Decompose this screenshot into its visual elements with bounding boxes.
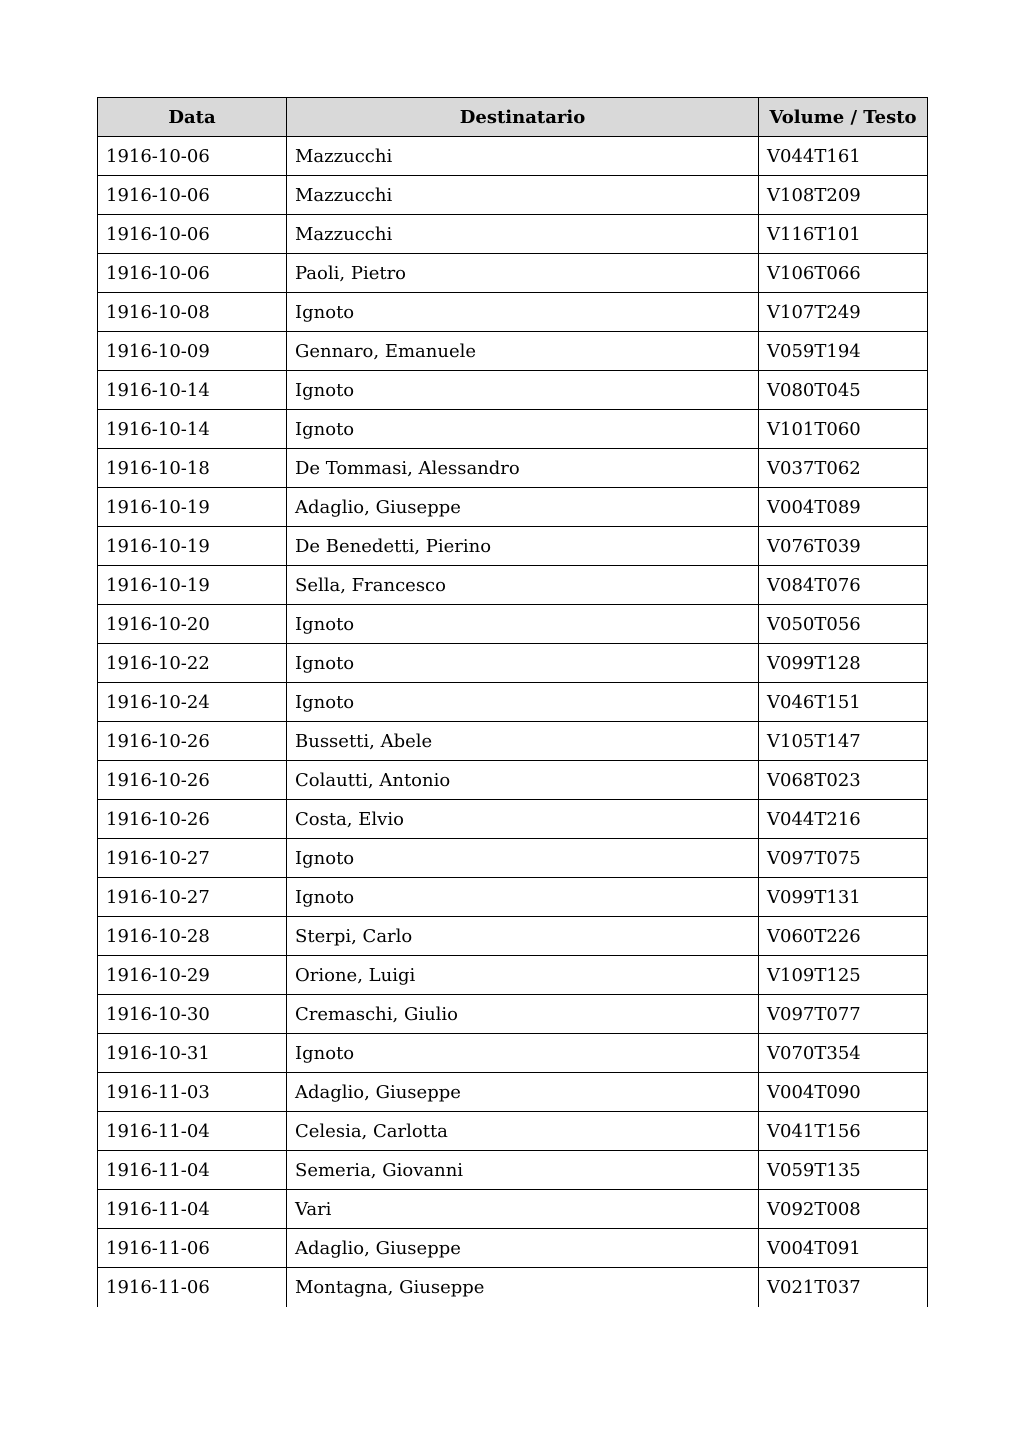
cell-recipient: De Benedetti, Pierino <box>287 527 759 566</box>
cell-date: 1916-10-26 <box>98 761 287 800</box>
cell-recipient: Orione, Luigi <box>287 956 759 995</box>
cell-volume-text: V097T077 <box>759 995 928 1034</box>
cell-volume-text: V059T194 <box>759 332 928 371</box>
cell-recipient: De Tommasi, Alessandro <box>287 449 759 488</box>
table-row <box>98 839 928 878</box>
cell-volume-text: V046T151 <box>759 683 928 722</box>
cell-recipient: Mazzucchi <box>287 215 759 254</box>
table-row <box>98 254 928 293</box>
cell-date: 1916-11-04 <box>98 1190 287 1229</box>
cell-recipient: Vari <box>287 1190 759 1229</box>
cell-date: 1916-10-06 <box>98 254 287 293</box>
table-row <box>98 1151 928 1190</box>
cell-date: 1916-10-19 <box>98 488 287 527</box>
table-row <box>98 605 928 644</box>
header-row <box>98 98 928 137</box>
cell-recipient: Colautti, Antonio <box>287 761 759 800</box>
table-row <box>98 1229 928 1268</box>
table-row <box>98 137 928 176</box>
cell-date: 1916-10-26 <box>98 722 287 761</box>
cell-volume-text: V084T076 <box>759 566 928 605</box>
cell-recipient: Ignoto <box>287 605 759 644</box>
table-row <box>98 878 928 917</box>
table-body <box>98 137 928 1307</box>
table-row <box>98 956 928 995</box>
cell-date: 1916-10-14 <box>98 371 287 410</box>
table-row <box>98 176 928 215</box>
header-volume-testo: Volume / Testo <box>759 98 928 137</box>
header-data: Data <box>98 98 287 137</box>
cell-date: 1916-10-31 <box>98 1034 287 1073</box>
cell-recipient: Bussetti, Abele <box>287 722 759 761</box>
table-row <box>98 332 928 371</box>
table-header <box>98 98 928 137</box>
table-row <box>98 371 928 410</box>
cell-volume-text: V037T062 <box>759 449 928 488</box>
cell-date: 1916-10-06 <box>98 137 287 176</box>
cell-date: 1916-10-27 <box>98 878 287 917</box>
cell-volume-text: V099T131 <box>759 878 928 917</box>
cell-volume-text: V076T039 <box>759 527 928 566</box>
cell-recipient: Paoli, Pietro <box>287 254 759 293</box>
table-row <box>98 449 928 488</box>
table-row <box>98 1268 928 1307</box>
cell-date: 1916-10-29 <box>98 956 287 995</box>
cell-volume-text: V070T354 <box>759 1034 928 1073</box>
cell-date: 1916-10-19 <box>98 527 287 566</box>
table-row <box>98 683 928 722</box>
cell-volume-text: V116T101 <box>759 215 928 254</box>
table-row <box>98 1190 928 1229</box>
cell-recipient: Cremaschi, Giulio <box>287 995 759 1034</box>
cell-recipient: Mazzucchi <box>287 137 759 176</box>
cell-recipient: Ignoto <box>287 683 759 722</box>
header-destinatario: Destinatario <box>287 98 759 137</box>
cell-date: 1916-10-08 <box>98 293 287 332</box>
cell-date: 1916-10-20 <box>98 605 287 644</box>
cell-recipient: Ignoto <box>287 644 759 683</box>
cell-recipient: Semeria, Giovanni <box>287 1151 759 1190</box>
cell-recipient: Costa, Elvio <box>287 800 759 839</box>
cell-date: 1916-10-19 <box>98 566 287 605</box>
table-row <box>98 566 928 605</box>
cell-recipient: Ignoto <box>287 293 759 332</box>
cell-volume-text: V004T090 <box>759 1073 928 1112</box>
table-row <box>98 995 928 1034</box>
cell-volume-text: V041T156 <box>759 1112 928 1151</box>
cell-volume-text: V092T008 <box>759 1190 928 1229</box>
table-row <box>98 410 928 449</box>
cell-recipient: Celesia, Carlotta <box>287 1112 759 1151</box>
table-row <box>98 527 928 566</box>
table-row <box>98 761 928 800</box>
cell-volume-text: V107T249 <box>759 293 928 332</box>
cell-recipient: Sella, Francesco <box>287 566 759 605</box>
table-row <box>98 800 928 839</box>
cell-volume-text: V004T091 <box>759 1229 928 1268</box>
cell-date: 1916-10-26 <box>98 800 287 839</box>
cell-volume-text: V105T147 <box>759 722 928 761</box>
letters-table <box>97 97 928 1307</box>
cell-date: 1916-10-22 <box>98 644 287 683</box>
table-row <box>98 917 928 956</box>
cell-volume-text: V097T075 <box>759 839 928 878</box>
cell-date: 1916-11-04 <box>98 1151 287 1190</box>
table-row <box>98 293 928 332</box>
cell-date: 1916-10-27 <box>98 839 287 878</box>
cell-recipient: Adaglio, Giuseppe <box>287 488 759 527</box>
cell-recipient: Ignoto <box>287 1034 759 1073</box>
cell-date: 1916-10-18 <box>98 449 287 488</box>
cell-volume-text: V050T056 <box>759 605 928 644</box>
cell-volume-text: V021T037 <box>759 1268 928 1307</box>
cell-recipient: Ignoto <box>287 878 759 917</box>
cell-volume-text: V106T066 <box>759 254 928 293</box>
table-row <box>98 488 928 527</box>
cell-volume-text: V099T128 <box>759 644 928 683</box>
cell-recipient: Ignoto <box>287 839 759 878</box>
cell-volume-text: V080T045 <box>759 371 928 410</box>
cell-date: 1916-10-24 <box>98 683 287 722</box>
cell-volume-text: V101T060 <box>759 410 928 449</box>
cell-recipient: Ignoto <box>287 371 759 410</box>
cell-recipient: Montagna, Giuseppe <box>287 1268 759 1307</box>
cell-recipient: Sterpi, Carlo <box>287 917 759 956</box>
cell-date: 1916-10-06 <box>98 215 287 254</box>
cell-volume-text: V068T023 <box>759 761 928 800</box>
cell-recipient: Mazzucchi <box>287 176 759 215</box>
cell-date: 1916-10-30 <box>98 995 287 1034</box>
cell-volume-text: V060T226 <box>759 917 928 956</box>
cell-date: 1916-11-06 <box>98 1268 287 1307</box>
cell-recipient: Adaglio, Giuseppe <box>287 1073 759 1112</box>
cell-volume-text: V004T089 <box>759 488 928 527</box>
table-row <box>98 1112 928 1151</box>
cell-volume-text: V059T135 <box>759 1151 928 1190</box>
cell-date: 1916-11-04 <box>98 1112 287 1151</box>
cell-date: 1916-10-28 <box>98 917 287 956</box>
cell-volume-text: V044T216 <box>759 800 928 839</box>
cell-volume-text: V108T209 <box>759 176 928 215</box>
table-row <box>98 1073 928 1112</box>
table-row <box>98 1034 928 1073</box>
cell-date: 1916-11-06 <box>98 1229 287 1268</box>
table-row <box>98 215 928 254</box>
cell-date: 1916-10-09 <box>98 332 287 371</box>
cell-volume-text: V044T161 <box>759 137 928 176</box>
cell-recipient: Gennaro, Emanuele <box>287 332 759 371</box>
cell-recipient: Ignoto <box>287 410 759 449</box>
cell-date: 1916-10-14 <box>98 410 287 449</box>
cell-recipient: Adaglio, Giuseppe <box>287 1229 759 1268</box>
cell-volume-text: V109T125 <box>759 956 928 995</box>
cell-date: 1916-11-03 <box>98 1073 287 1112</box>
table-row <box>98 722 928 761</box>
cell-date: 1916-10-06 <box>98 176 287 215</box>
table-row <box>98 644 928 683</box>
